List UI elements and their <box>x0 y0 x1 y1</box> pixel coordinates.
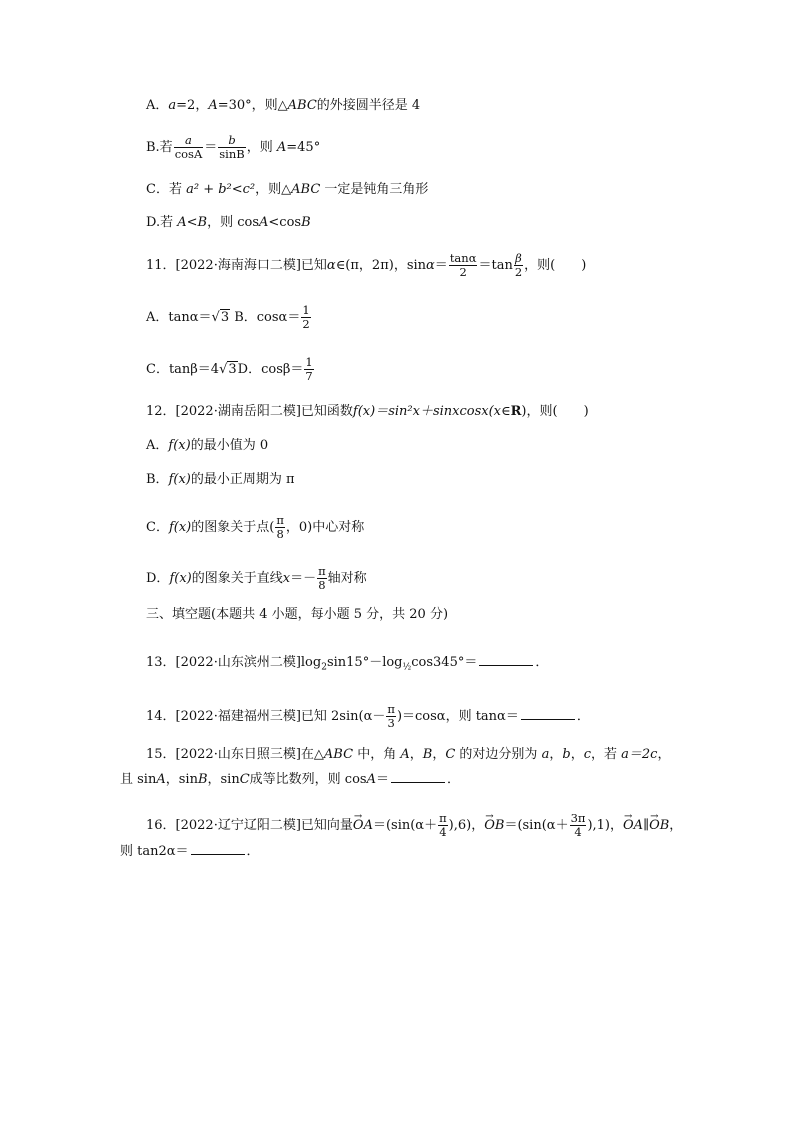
fraction: $\frac{a}{\cos A}$ <box>174 133 203 161</box>
q11-options-ab: A．tanα＝√3 B．cosα＝ $\frac{1}{2}$ <box>146 303 310 331</box>
q12-option-c: C．f(x)的图象关于点( $\frac{\pi}{8}$ ，0)中心对称 <box>146 513 365 541</box>
q16-line1: 16．[2022·辽宁辽阳二模]已知向量→ OA＝(sin(α＋ $\frac{\pi}{4}$ ),6)，→ OB＝(sin(α＋ $\frac{3\pi}{4}$ ),1)，→ OA∥→ OB， <box>146 812 682 839</box>
q10-option-a: A．a=2，A=30°，则△ABC的外接圆半径是 4 <box>146 98 421 113</box>
answer-blank[interactable] <box>191 842 245 855</box>
fraction: $\frac{\tan\alpha}{2}$ <box>449 251 477 279</box>
fraction: $\frac{1}{2}$ <box>302 303 310 331</box>
fraction: $\frac{\pi}{8}$ <box>276 513 284 541</box>
q16-line2: 则 tan2α＝ ． <box>120 844 260 859</box>
fraction: $\frac{\beta}{2}$ <box>514 251 523 279</box>
q11-stem: 11．[2022·海南海口二模]已知α∈(π，2π)，sinα＝ $\frac{\tan\alpha}{2}$ ＝tan $\frac{\beta}{2}$ ，则( ) <box>146 251 587 279</box>
section-title: 三、填空题(本题共 4 小题，每小题 5 分，共 20 分) <box>146 607 449 622</box>
fraction: $\frac{1}{7}$ <box>305 355 313 383</box>
q15-line1: 15．[2022·山东日照三模]在△ABC 中，角 A，B，C 的对边分别为 a，b，c，若 a＝2c， <box>146 747 671 762</box>
q12-option-a: A．f(x)的最小值为 0 <box>146 438 269 453</box>
q10-option-d: D.若 A<B，则 cosA<cosB <box>146 215 311 230</box>
q10-option-b: B.若 $\frac{a}{\cos A}$ ＝ $\frac{b}{\sin B}$ ，则 A=45° <box>146 133 321 161</box>
q12-option-d: D．f(x)的图象关于直线x＝－ $\frac{\pi}{8}$ 轴对称 <box>146 564 367 592</box>
fraction: $\frac{\pi}{3}$ <box>387 702 395 730</box>
q12-option-b: B．f(x)的最小正周期为 π <box>146 472 295 487</box>
answer-blank[interactable] <box>391 770 445 783</box>
vector-ob: → OB <box>649 818 669 834</box>
fraction: $\frac{\pi}{8}$ <box>318 564 326 592</box>
answer-blank[interactable] <box>521 707 575 720</box>
q11-options-cd: C．tanβ＝4√3D．cosβ＝ $\frac{1}{7}$ <box>146 355 313 383</box>
q14: 14．[2022·福建福州三模]已知 2sin(α－ $\frac{\pi}{3}$ )＝cosα，则 tanα＝ ． <box>146 702 590 730</box>
sqrt: √3 <box>219 362 237 377</box>
q15-line2: 且 sinA，sinB，sinC成等比数列，则 cosA＝ ． <box>120 772 460 787</box>
vector-ob: → OB <box>484 818 504 834</box>
q10-option-c: C．若 a² + b²<c²，则△ABC 一定是钝角三角形 <box>146 182 429 197</box>
q13: 13．[2022·山东滨州二模]$\log_2\sin 15^\circ-\log_{\frac{1}{2}}\cos 345^\circ=$ ． <box>146 655 549 673</box>
answer-blank[interactable] <box>479 653 533 666</box>
vector-oa: → OA <box>623 818 643 834</box>
fraction: $\frac{\pi}{4}$ <box>439 811 447 839</box>
fraction: $\frac{b}{\sin B}$ <box>219 133 245 161</box>
q12-stem: 12．[2022·湖南岳阳二模]已知函数f(x)＝sin²x＋sinxcosx(x∈R)，则( ) <box>146 404 589 419</box>
vector-oa: → OA <box>353 818 373 834</box>
fraction: $\frac{3\pi}{4}$ <box>570 811 586 839</box>
sqrt: √3 <box>211 310 230 325</box>
